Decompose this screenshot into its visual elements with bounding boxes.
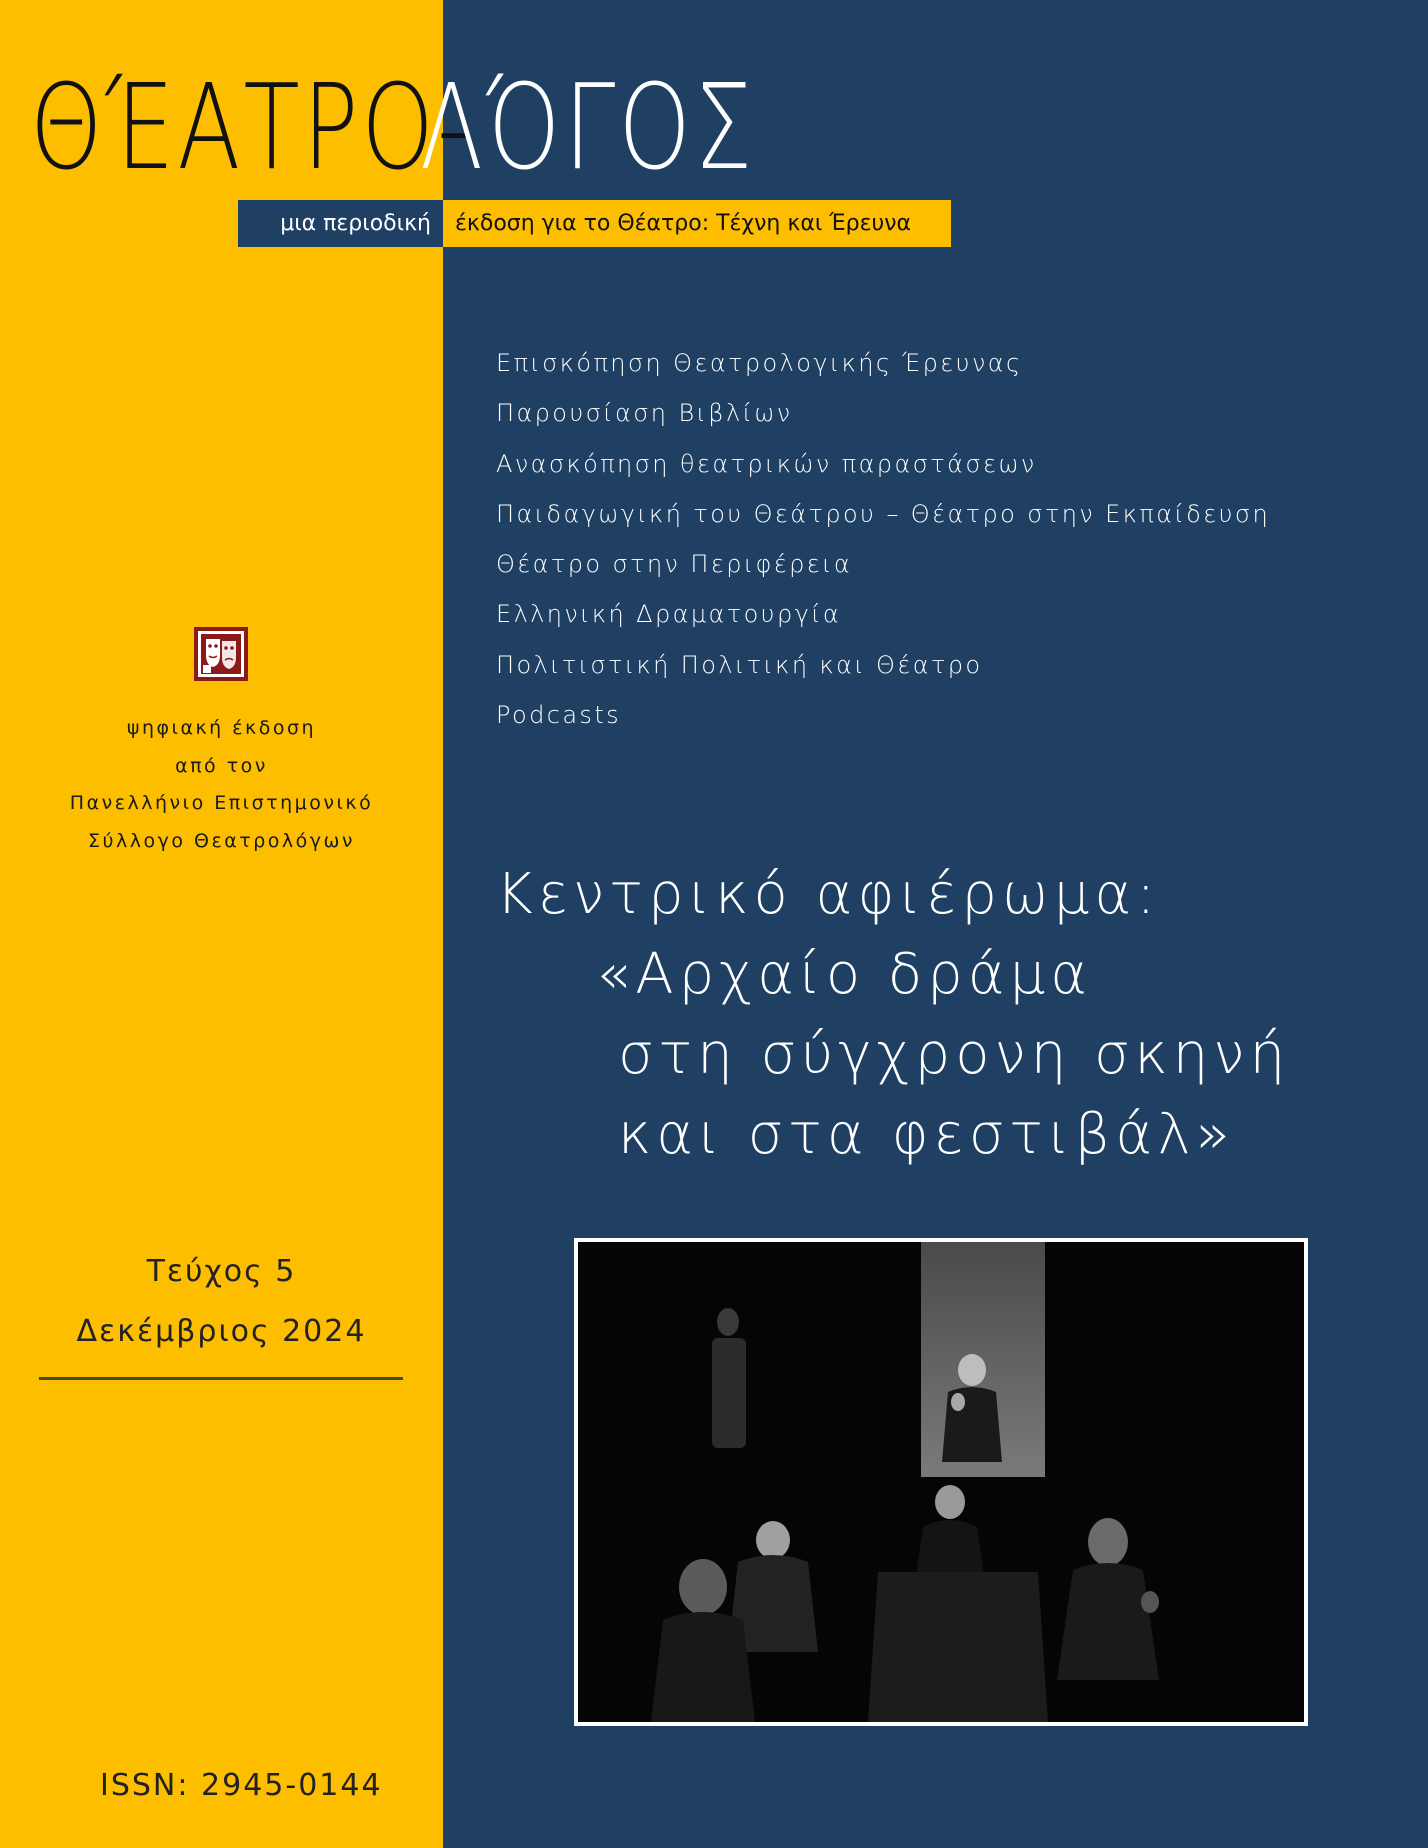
section-item: Πολιτιστική Πολιτική και Θέατρο — [496, 650, 983, 679]
cover-photo — [574, 1238, 1308, 1726]
publisher-block — [40, 710, 403, 860]
left-yellow-panel — [0, 0, 443, 1848]
section-item: Podcasts — [496, 701, 622, 730]
publisher-line: Πανελλήνιο Επιστημονικό — [69, 792, 374, 814]
section-item: Παρουσίαση Βιβλίων — [496, 399, 793, 428]
section-item: Ελληνική Δραματουργία — [496, 600, 842, 629]
masthead-subtitle-right: έκδοση για το Θέατρο: Τέχνη και Έρευνα — [443, 200, 951, 247]
masthead-title-left: ΘΈΑΤΡΟ- — [30, 58, 474, 196]
masthead-subtitle-left: μια περιοδική — [238, 200, 443, 247]
section-item: Ανασκόπηση θεατρικών παραστάσεων — [496, 449, 1037, 478]
feature-line: στη σύγχρονη σκηνή — [618, 1022, 1291, 1087]
section-item: Παιδαγωγική του Θεάτρου – Θέατρο στην Εκπαίδευση — [496, 499, 1271, 528]
section-item: Επισκόπηση Θεατρολογικής Έρευνας — [496, 349, 1023, 377]
feature-heading: Κεντρικό αφιέρωμα: — [496, 862, 1161, 927]
theatre-masks-icon — [194, 627, 248, 681]
divider — [39, 1377, 403, 1380]
feature-line: «Αρχαίο δράμα — [596, 942, 1093, 1007]
publisher-line: ψηφιακή έκδοση — [126, 717, 317, 739]
section-item: Θέατρο στην Περιφέρεια — [496, 550, 853, 579]
section-list — [496, 338, 1270, 740]
feature-line: και στα φεστιβάλ» — [618, 1102, 1235, 1167]
publisher-line: από τον — [175, 754, 268, 777]
issn: ISSN: 2945-0144 — [100, 1768, 383, 1803]
masthead-title-right: ΛΌΓΟΣ — [420, 58, 756, 196]
issue-date: Δεκέμβριος 2024 — [76, 1314, 367, 1349]
issue-number: Τεύχος 5 — [146, 1254, 297, 1289]
publisher-line: Σύλλογο Θεατρολόγων — [87, 829, 356, 852]
